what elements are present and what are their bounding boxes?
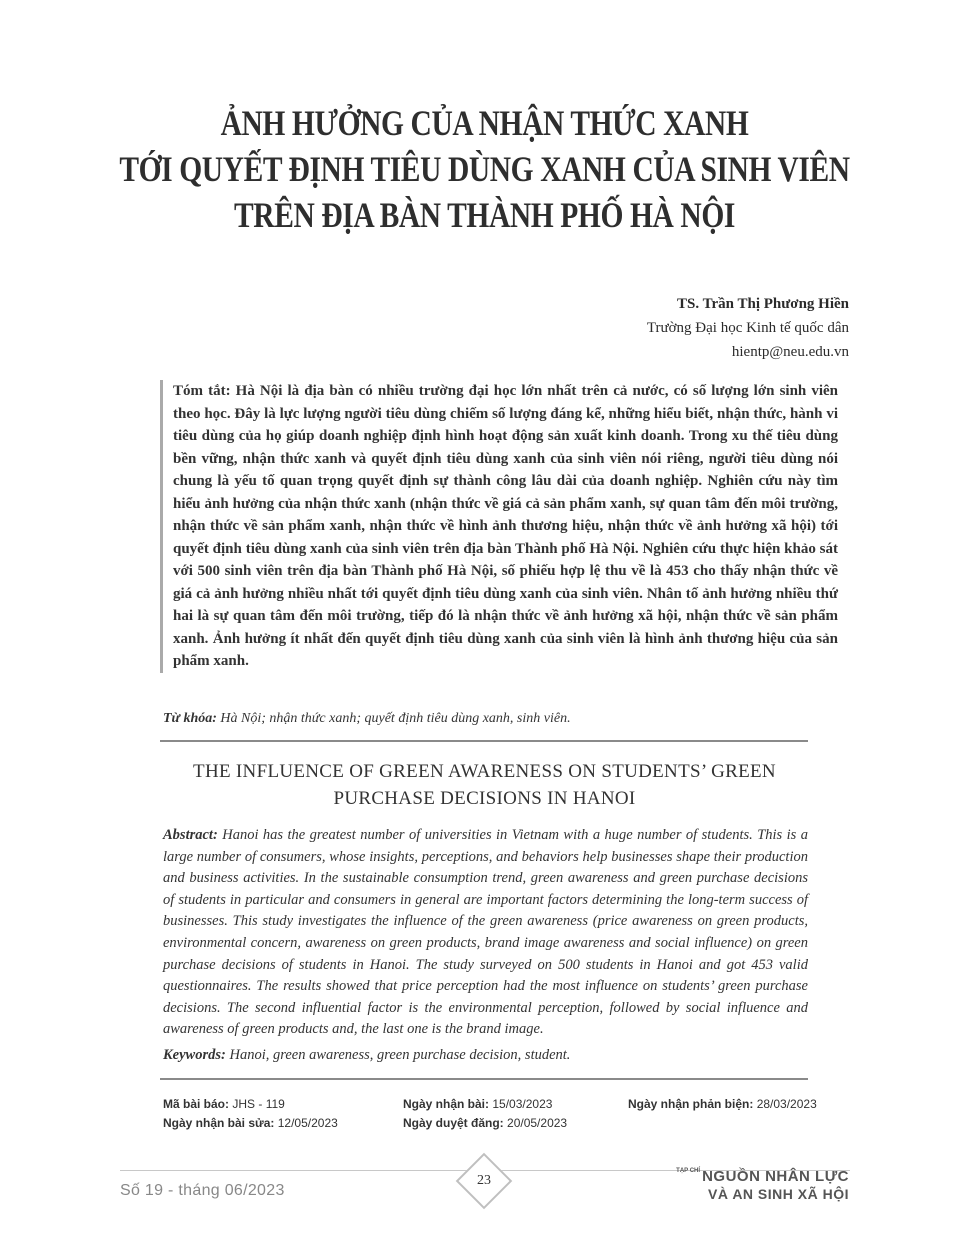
keywords-en-label: Keywords: — [163, 1047, 226, 1063]
author-email: hientp@neu.edu.vn — [731, 344, 849, 360]
abstract-vn — [160, 380, 838, 673]
meta-value: JHS - 119 — [232, 1097, 285, 1111]
journal-line-1: NGUỒN NHÂN LỰC — [702, 1168, 849, 1185]
author-block — [647, 292, 849, 364]
author-name: TS. Trần Thị Phương Hiền — [677, 296, 849, 312]
keywords-vn-label: Từ khóa: — [163, 711, 217, 726]
title-line-1: ẢNH HƯỞNG CỦA NHẬN THỨC XANH — [220, 103, 749, 143]
title-line-3: TRÊN ĐỊA BÀN THÀNH PHỐ HÀ NỘI — [234, 195, 735, 235]
meta-value: 12/05/2023 — [277, 1116, 338, 1130]
page-number-badge — [455, 1152, 513, 1210]
divider-bottom — [160, 1078, 808, 1080]
divider-top — [160, 740, 808, 742]
page-number: 23 — [477, 1173, 491, 1188]
meta-article-code — [163, 1097, 285, 1111]
keywords-vn-text: Hà Nội; nhận thức xanh; quyết định tiêu dùng xanh, sinh viên. — [220, 711, 571, 726]
abstract-en-text: Hanoi has the greatest number of universities in Vietnam with a huge number of students. This is a large number of consumers, whose insights, perceptions, and behaviors help businesses shape their production and business activities. In the sustainable consumption trend, green awareness and green purchase decisions of students in particular and consumers in general are important factors determining the long-term success of businesses. This study investigates the influence of the green awareness (price awareness on green products, environmental concern, awareness on green products, brand image awareness and social influence) on green purchase decisions of students in Hanoi. The study surveyed on 500 students in Hanoi and got 453 valid questionnaires. The results showed that price perception had the most influence on students’ green purchase decisions. The second influential factor is the environmental perception, followed by social influence and awareness of green products and, the last one is the brand image. — [163, 827, 809, 1038]
meta-review — [628, 1097, 817, 1111]
meta-label: Ngày nhận bài sửa: — [163, 1116, 275, 1130]
meta-received — [403, 1097, 552, 1111]
abstract-en — [163, 825, 808, 1041]
abstract-vn-label: Tóm tắt: — [173, 383, 231, 399]
keywords-en — [163, 1047, 570, 1064]
journal-name — [676, 1168, 849, 1202]
journal-prefix: TẠP CHÍ — [676, 1168, 701, 1174]
title-en-line-2: PURCHASE DECISIONS IN HANOI — [333, 788, 636, 809]
meta-label: Mã bài báo: — [163, 1097, 230, 1111]
author-affiliation: Trường Đại học Kinh tế quốc dân — [646, 320, 849, 336]
keywords-vn — [163, 711, 571, 727]
meta-label: Ngày duyệt đăng: — [403, 1116, 504, 1130]
article-title-vn — [0, 100, 969, 238]
meta-label: Ngày nhận bài: — [403, 1097, 490, 1111]
abstract-en-label: Abstract: — [163, 827, 218, 843]
journal-line-2: VÀ AN SINH XÃ HỘI — [708, 1186, 849, 1202]
title-line-2: TỚI QUYẾT ĐỊNH TIÊU DÙNG XANH CỦA SINH VIÊN — [119, 149, 850, 189]
meta-value: 28/03/2023 — [756, 1097, 817, 1111]
keywords-en-text: Hanoi, green awareness, green purchase decision, student. — [229, 1047, 571, 1063]
article-title-en — [0, 758, 969, 812]
abstract-vn-text: Hà Nội là địa bàn có nhiều trường đại học lớn nhất trên cả nước, có số lượng lớn sinh viên theo học. Đây là lực lượng người tiêu dùng chiếm số lượng đáng kể, những hiểu biết, nhận thức, hành vi tiêu dùng của họ giúp doanh nghiệp định hình hoạt động sản xuất kinh doanh. Trong xu thế tiêu dùng bền vững, nhận thức xanh và quyết định tiêu dùng xanh của sinh viên nói riêng, người tiêu dùng nói chung là yếu tố quan trọng quyết định sự thành công lâu dài của doanh nghiệp. Nghiên cứu này tìm hiểu ảnh hưởng của nhận thức xanh (nhận thức về giá cả sản phẩm xanh, sự quan tâm đến môi trường, nhận thức về sản phẩm xanh, nhận thức về hình ảnh thương hiệu, nhận thức về ảnh hưởng xã hội) tới quyết định tiêu dùng xanh của sinh viên trên địa bàn Thành phố Hà Nội. Nghiên cứu thực hiện khảo sát với 500 sinh viên trên địa bàn Thành phố Hà Nội, số phiếu hợp lệ thu về là 453 cho thấy nhận thức về giá cả ảnh hưởng nhiều nhất tới quyết định tiêu dùng xanh của sinh viên. Nhân tố ảnh hưởng nhiều thứ hai là sự quan tâm đến môi trường, tiếp đó là nhận thức về ảnh hưởng xã hội, nhận thức về sản phẩm xanh. Ảnh hưởng ít nhất đến quyết định tiêu dùng xanh của sinh viên là hình ảnh thương hiệu của sản phẩm xanh. — [173, 383, 839, 669]
issue-label: Số 19 - tháng 06/2023 — [120, 1182, 285, 1199]
meta-value: 20/05/2023 — [507, 1116, 568, 1130]
meta-label: Ngày nhận phản biện: — [628, 1097, 754, 1111]
title-en-line-1: THE INFLUENCE OF GREEN AWARENESS ON STUDENTS’ GREEN — [193, 761, 776, 782]
meta-value: 15/03/2023 — [492, 1097, 553, 1111]
meta-accepted — [403, 1116, 567, 1130]
meta-revised — [163, 1116, 338, 1130]
